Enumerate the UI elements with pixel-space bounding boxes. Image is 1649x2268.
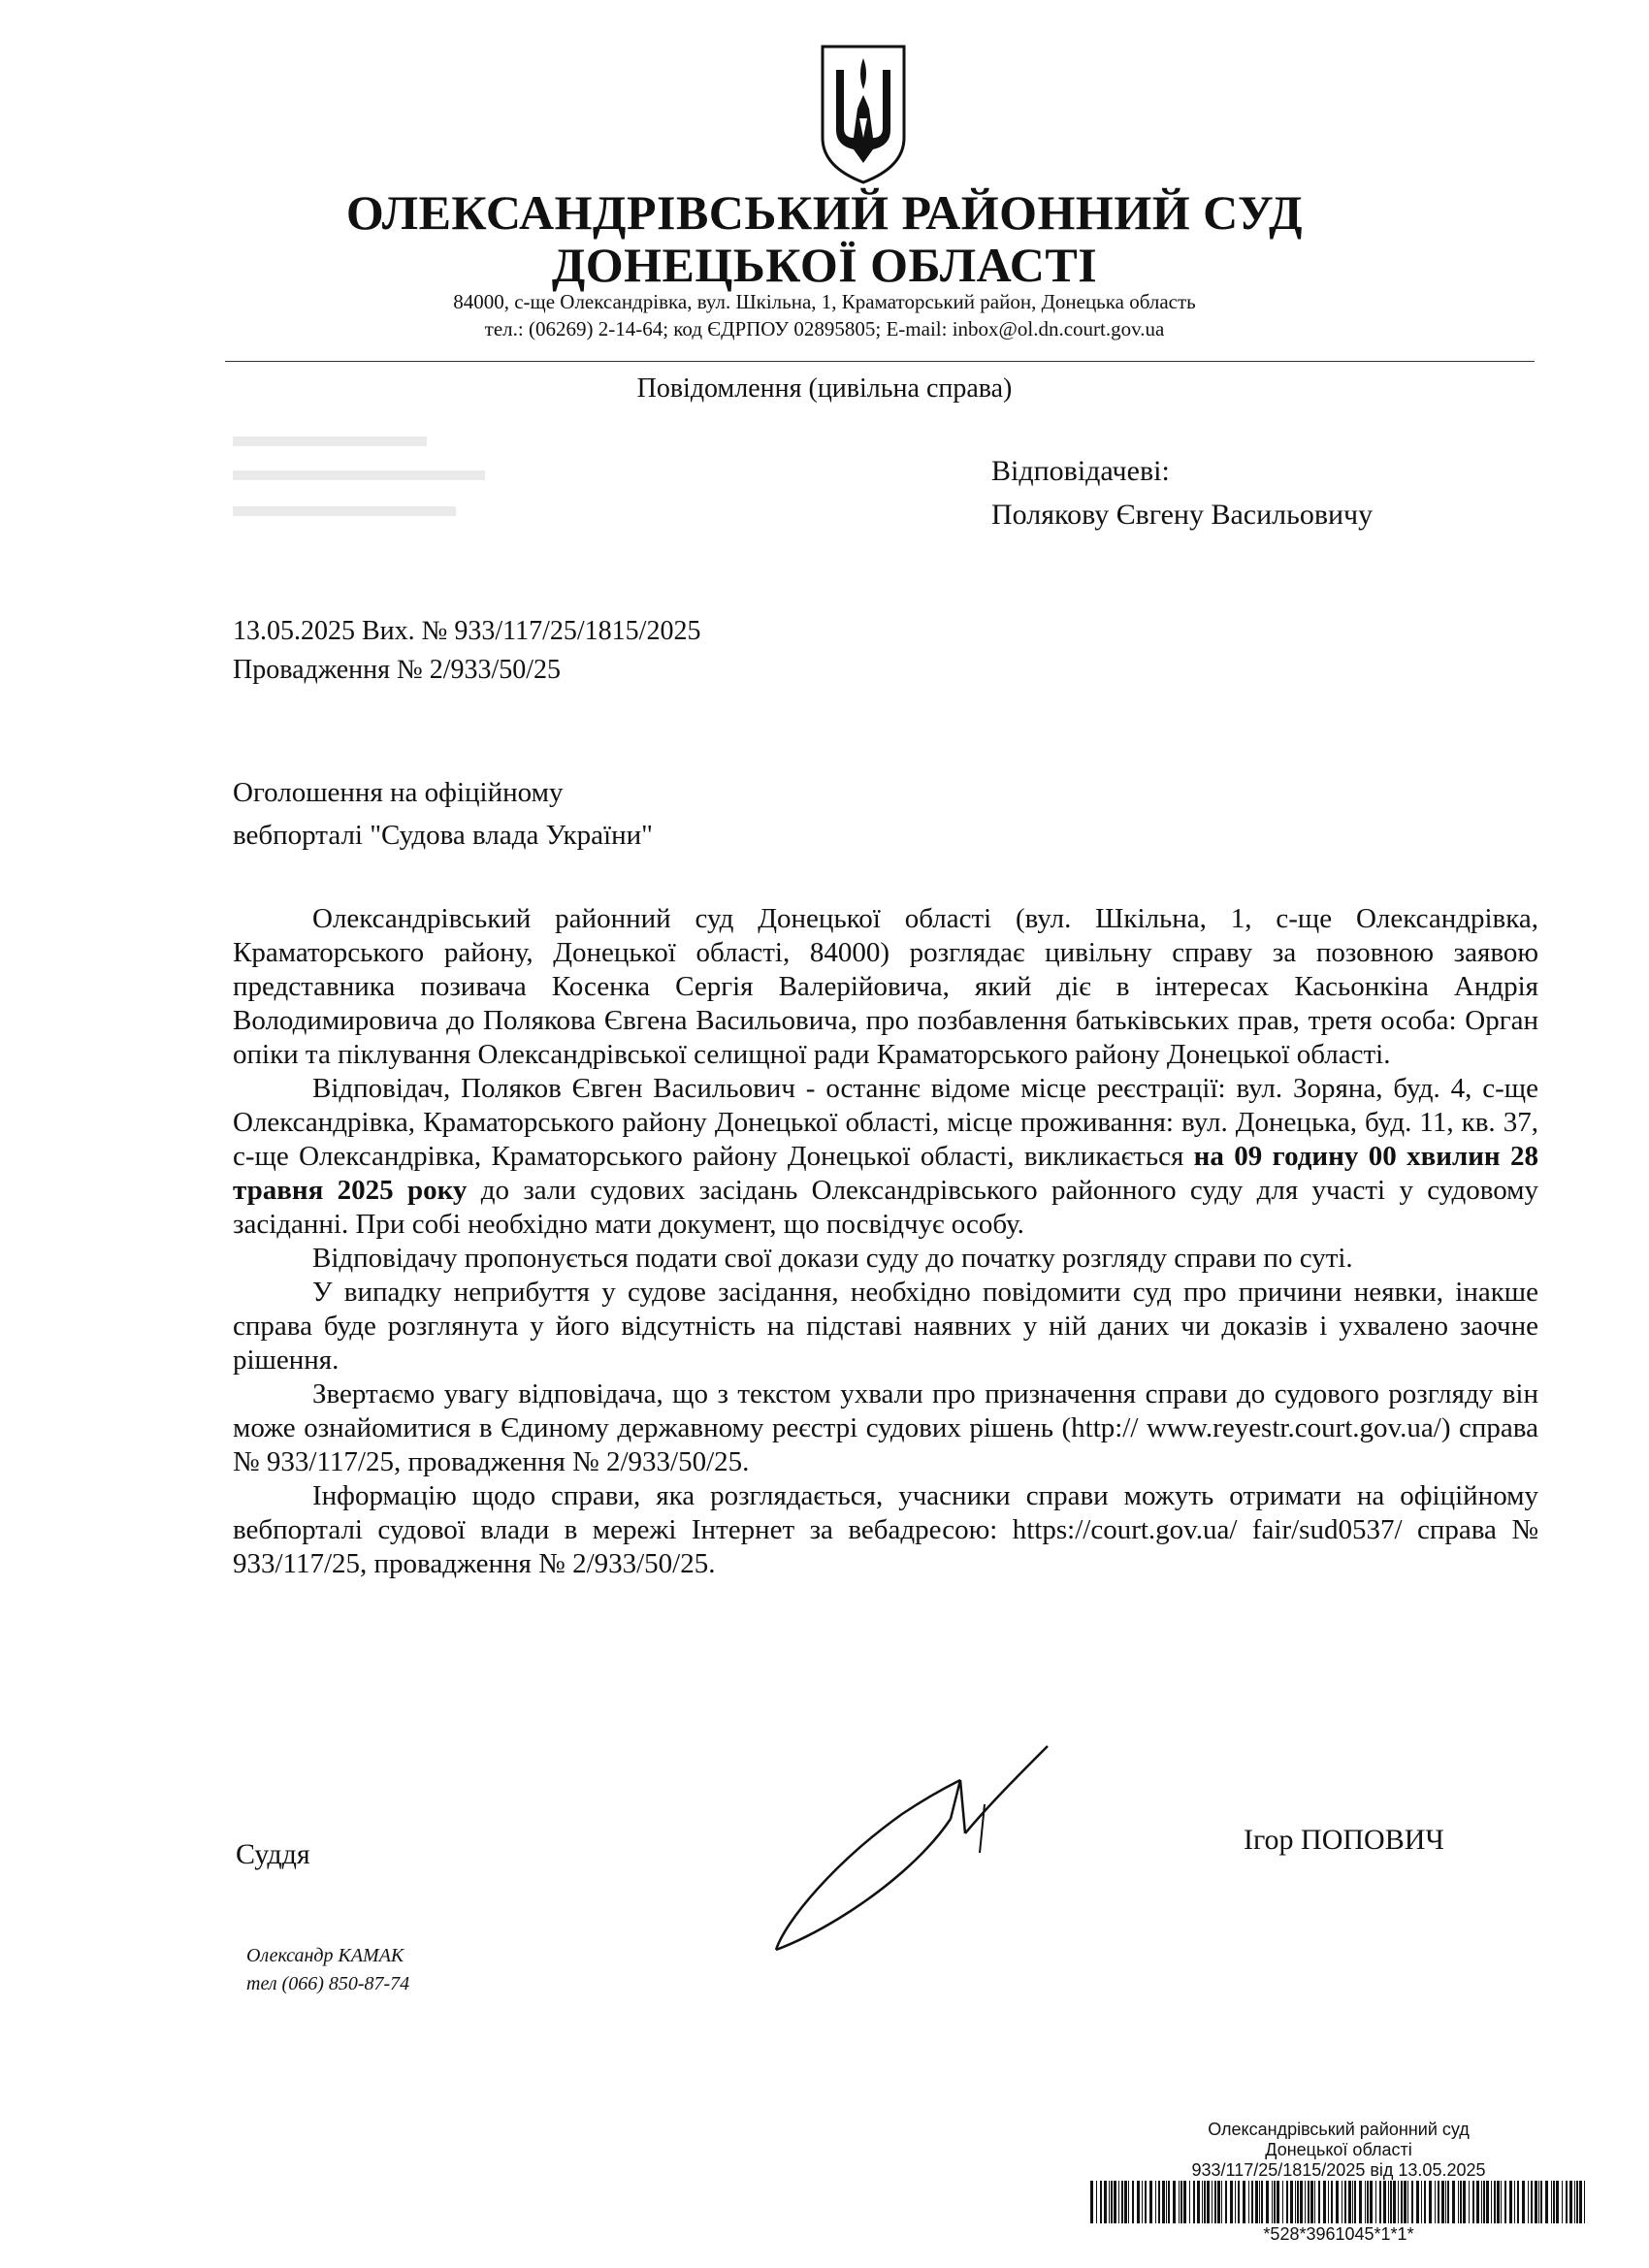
notice-type: Повідомлення (цивільна справа) (636, 373, 1013, 404)
court-contacts: тел.: (06269) 2-14-64; код ЄДРПОУ 02895805; E-mail: inbox@ol.dn.court.gov.ua (484, 317, 1165, 340)
body-paragraph-2 (233, 1072, 1538, 1242)
body-paragraph-3: Відповідачу пропонується подати свої докази суду до початку розгляду справи по суті. (312, 1243, 1353, 1274)
recipient-block (991, 449, 1373, 536)
hearing-datetime: на 09 годину 00 хвилин 28 травня 2025 року (233, 1141, 1539, 1206)
outgoing-number: 13.05.2025 Вих. № 933/117/25/1815/2025 (233, 616, 701, 646)
body-paragraph-4: У випадку неприбуття у судове засідання, необхідно повідомити суд про причини неявки, інакше справа буде розглянута у його відсутність на підставі наявних у ній даних чи доказів і ухвалено заочне рішення. (233, 1277, 1538, 1376)
body-paragraph-6: Інформацію щодо справи, яка розглядається, учасники справи можуть отримати на офіційному вебпорталі судової влади в мережі Інтернет за вебадресою: https://court.gov.ua/ fair/sud0537/ справа № 933/117/25, провадження № 2/933/50/25. (233, 1480, 1538, 1579)
recipient-label: Відповідачеві: (991, 455, 1170, 487)
notice-body (233, 902, 1538, 1581)
judge-name: Ігор ПОПОВИЧ (1244, 1824, 1444, 1856)
barcode (1086, 2181, 1591, 2223)
coat-of-arms-icon (815, 41, 912, 186)
executor-name: Олександр КАМАК (246, 1945, 404, 1966)
barcode-number: *528*3961045*1*1* (1263, 2224, 1414, 2244)
body-paragraph-5: Звертаємо увагу відповідача, що з текстом ухвали про призначення справи до судового розгляду він може ознайомитися в Єдиному державному реєстрі судових рішень (http:// www.reyestr.court.gov.ua/) справа № 933/117/25, провадження № 2/933/50/25. (233, 1378, 1538, 1477)
stamp-registration: 933/117/25/1815/2025 від 13.05.2025 (1191, 2160, 1486, 2180)
recipient-name: Полякову Євгену Васильовичу (991, 499, 1374, 531)
court-name-line1: ОЛЕКСАНДРІВСЬКИЙ РАЙОННИЙ СУД (345, 185, 1304, 240)
stamp-court-name: Олександрівський районний суд (1208, 2120, 1470, 2139)
header-divider (225, 361, 1535, 362)
body-paragraph-1: Олександрівський районний суд Донецької області (вул. Шкільна, 1, с-ще Олександрівка, Краматорського району, Донецької області, 84000) розглядає цивільну справу за позовною заявою представника позивача Косенка Сергія Валерійовича, який діє в інтересах Касьонкіна Андрія Володимировича до Полякова Євгена Васильовича, про позбавлення батьківських прав, третя особа: Орган опіки та піклування Олександрівської селищної ради Краматорського району Донецької області. (233, 903, 1538, 1070)
executor-phone: тел (066) 850-87-74 (246, 1973, 410, 1994)
court-address: 84000, с-ще Олександрівка, вул. Шкільна, 1, Краматорський район, Донецька область (453, 290, 1196, 313)
proceeding-number: Провадження № 2/933/50/25 (233, 655, 562, 685)
stamp-region: Донецької області (1265, 2140, 1412, 2159)
announcement-line1: Оголошення на офіційному (233, 777, 564, 808)
announcement-line2: вебпорталі "Судова влада України" (233, 820, 653, 851)
handwritten-signature (757, 1727, 1106, 1979)
body-paragraph-2-end: до зали судових засідань Олександрівського районного суду для участі у судовому засіданні. При собі необхідно мати документ, що посвідчує особу. (233, 1175, 1538, 1240)
court-name-line2: ДОНЕЦЬКОЇ ОБЛАСТІ (551, 238, 1098, 292)
announcement-title (233, 771, 653, 857)
judge-role: Суддя (236, 1838, 310, 1870)
executor-block (246, 1942, 409, 1998)
faded-stamp-mark (223, 427, 572, 534)
body-paragraph-2-start: Відповідач, Поляков Євген Васильович - останнє відоме місце реєстрації: вул. Зоряна, буд. 4, с-ще Олександрівка, Краматорського району Донецької області, місце проживання: вул. Донецька, буд. 11, кв. 37, с-ще Олександрівка, Краматорського району Донецької області, викликається (233, 1073, 1538, 1172)
reference-block (233, 612, 700, 690)
